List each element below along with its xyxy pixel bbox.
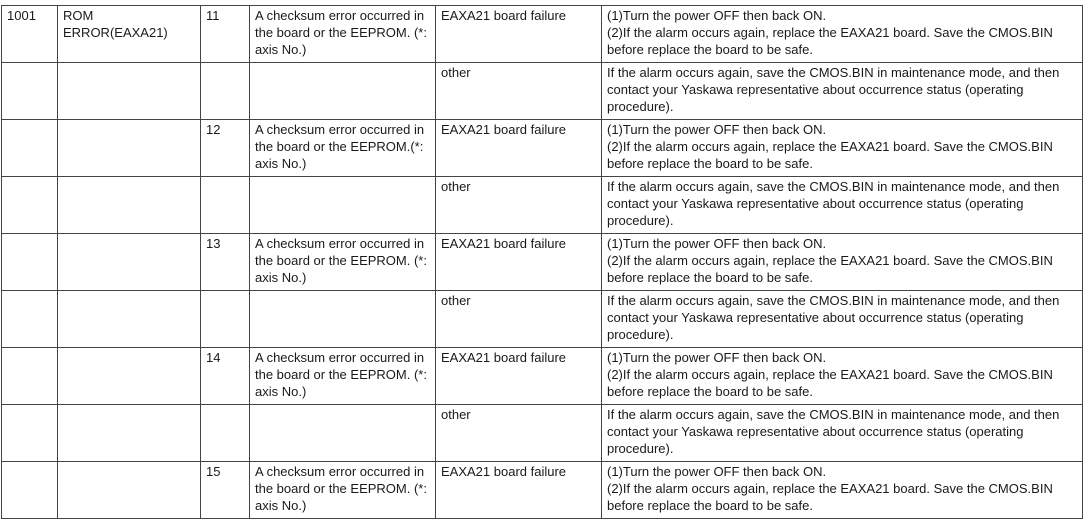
empty-cell bbox=[58, 177, 201, 234]
table-row bbox=[2, 120, 1083, 177]
sub-code-cell: 13 bbox=[201, 234, 250, 291]
empty-cell bbox=[201, 177, 250, 234]
alarm-name-cell bbox=[58, 6, 201, 63]
sub-code-cell: 15 bbox=[201, 462, 250, 519]
empty-cell bbox=[2, 405, 58, 462]
empty-cell bbox=[201, 405, 250, 462]
remedy-cell bbox=[602, 348, 1083, 405]
empty-cell bbox=[2, 177, 58, 234]
alarm-table bbox=[1, 5, 1083, 519]
meaning-cell: A checksum error occurred in the board or the EEPROM. (*: axis No.) bbox=[250, 6, 436, 63]
table-row bbox=[2, 291, 1083, 348]
table-row bbox=[2, 177, 1083, 234]
remedy-step: (2)If the alarm occurs again, replace the EAXA21 board. Save the CMOS.BIN before replace the board to be safe. bbox=[607, 138, 1053, 171]
sub-code-cell: 14 bbox=[201, 348, 250, 405]
cause-cell: EAXA21 board failure bbox=[436, 462, 602, 519]
empty-cell bbox=[58, 234, 201, 291]
empty-cell bbox=[250, 405, 436, 462]
empty-cell bbox=[250, 177, 436, 234]
remedy-step: (1)Turn the power OFF then back ON. bbox=[607, 8, 827, 23]
empty-cell bbox=[2, 120, 58, 177]
empty-cell bbox=[58, 63, 201, 120]
cause-cell: other bbox=[436, 405, 602, 462]
empty-cell bbox=[2, 234, 58, 291]
empty-cell bbox=[58, 291, 201, 348]
empty-cell bbox=[58, 348, 201, 405]
empty-cell bbox=[250, 63, 436, 120]
remedy-cell: If the alarm occurs again, save the CMOS.BIN in maintenance mode, and then contact your Yaskawa representative about occurrence status (operating procedure). bbox=[602, 177, 1083, 234]
meaning-cell: A checksum error occurred in the board or the EEPROM. (*: axis No.) bbox=[250, 348, 436, 405]
empty-cell bbox=[2, 348, 58, 405]
remedy-step: (2)If the alarm occurs again, replace the EAXA21 board. Save the CMOS.BIN before replace the board to be safe. bbox=[607, 480, 1053, 513]
empty-cell bbox=[250, 291, 436, 348]
table-row bbox=[2, 234, 1083, 291]
empty-cell bbox=[58, 120, 201, 177]
remedy-step: (2)If the alarm occurs again, replace the EAXA21 board. Save the CMOS.BIN before replace the board to be safe. bbox=[607, 24, 1053, 57]
remedy-cell: If the alarm occurs again, save the CMOS.BIN in maintenance mode, and then contact your Yaskawa representative about occurrence status (operating procedure). bbox=[602, 63, 1083, 120]
remedy-step: (1)Turn the power OFF then back ON. bbox=[607, 464, 827, 479]
meaning-cell: A checksum error occurred in the board or the EEPROM. (*: axis No.) bbox=[250, 234, 436, 291]
sub-code-cell: 12 bbox=[201, 120, 250, 177]
meaning-cell: A checksum error occurred in the board or the EEPROM.(*: axis No.) bbox=[250, 120, 436, 177]
cause-cell: other bbox=[436, 291, 602, 348]
cause-cell: EAXA21 board failure bbox=[436, 120, 602, 177]
cause-cell: other bbox=[436, 63, 602, 120]
cause-cell: EAXA21 board failure bbox=[436, 348, 602, 405]
remedy-step: (2)If the alarm occurs again, replace the EAXA21 board. Save the CMOS.BIN before replace the board to be safe. bbox=[607, 366, 1053, 399]
empty-cell bbox=[2, 63, 58, 120]
remedy-cell bbox=[602, 462, 1083, 519]
remedy-step: (1)Turn the power OFF then back ON. bbox=[607, 236, 827, 251]
remedy-cell: If the alarm occurs again, save the CMOS.BIN in maintenance mode, and then contact your Yaskawa representative about occurrence status (operating procedure). bbox=[602, 405, 1083, 462]
alarm-name-line: ROM bbox=[63, 8, 94, 23]
cause-cell: EAXA21 board failure bbox=[436, 6, 602, 63]
remedy-cell bbox=[602, 120, 1083, 177]
table-row bbox=[2, 6, 1083, 63]
cause-cell: other bbox=[436, 177, 602, 234]
alarm-code-cell: 1001 bbox=[2, 6, 58, 63]
table-row bbox=[2, 405, 1083, 462]
cause-cell: EAXA21 board failure bbox=[436, 234, 602, 291]
meaning-cell: A checksum error occurred in the board or the EEPROM. (*: axis No.) bbox=[250, 462, 436, 519]
alarm-table-body bbox=[2, 6, 1083, 519]
remedy-cell bbox=[602, 6, 1083, 63]
sub-code-cell: 11 bbox=[201, 6, 250, 63]
remedy-cell: If the alarm occurs again, save the CMOS.BIN in maintenance mode, and then contact your Yaskawa representative about occurrence status (operating procedure). bbox=[602, 291, 1083, 348]
empty-cell bbox=[2, 291, 58, 348]
remedy-step: (1)Turn the power OFF then back ON. bbox=[607, 122, 827, 137]
remedy-cell bbox=[602, 234, 1083, 291]
table-row bbox=[2, 462, 1083, 519]
table-row bbox=[2, 63, 1083, 120]
empty-cell bbox=[58, 405, 201, 462]
alarm-name-line: ERROR(EAXA21) bbox=[63, 24, 168, 40]
empty-cell bbox=[201, 291, 250, 348]
empty-cell bbox=[201, 63, 250, 120]
empty-cell bbox=[58, 462, 201, 519]
remedy-step: (2)If the alarm occurs again, replace the EAXA21 board. Save the CMOS.BIN before replace the board to be safe. bbox=[607, 252, 1053, 285]
remedy-step: (1)Turn the power OFF then back ON. bbox=[607, 350, 827, 365]
empty-cell bbox=[2, 462, 58, 519]
table-row bbox=[2, 348, 1083, 405]
